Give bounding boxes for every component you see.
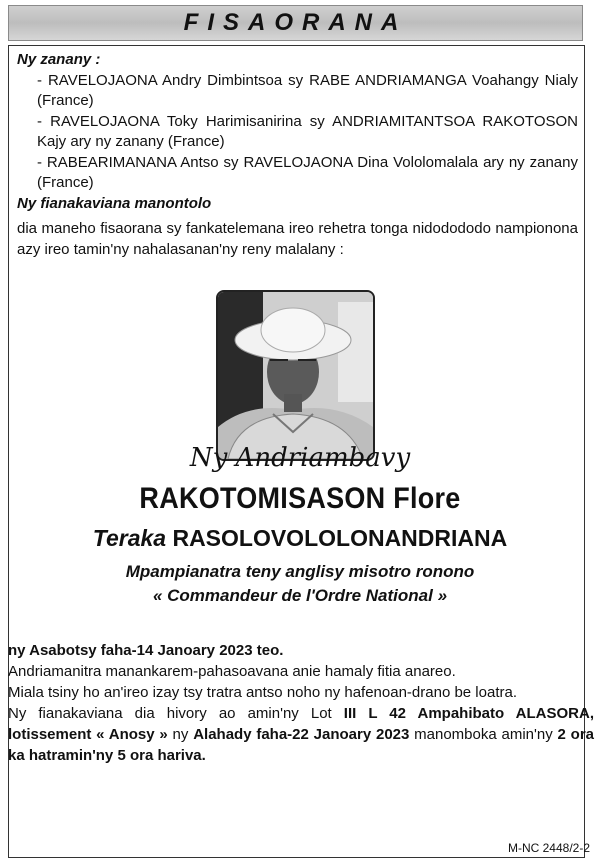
children-heading: Ny zanany : <box>17 51 101 68</box>
born-name: RASOLOVOLOLONANDRIANA <box>172 525 508 551</box>
burial-location: III L 42 Ampahibato ALASORA, lotissement « Anosy » <box>8 705 594 743</box>
honor-line: « Commandeur de l'Ordre National » <box>152 586 448 605</box>
details-block <box>8 640 594 766</box>
intro-text: dia maneho fisaorana sy fankatelemana ireo rehetra tonga nidodododo nampionona azy ireo tamin'ny nahalasanan'ny reny malalany : <box>17 220 578 258</box>
burial-date: Alahady faha-22 Janoary 2023 <box>193 726 410 743</box>
born-prefix: Teraka <box>92 525 167 551</box>
role-block <box>0 560 600 608</box>
burial-text: Ny fianakaviana dia hivory ao amin'ny Lot <box>8 705 344 722</box>
death-date: ny Asabotsy faha-14 Janoary 2023 teo. <box>8 642 284 659</box>
list-item: - RABEARIMANANA Antso sy RAVELOJAONA Dina Vololomalala ary ny zanany (France) <box>37 153 578 191</box>
honorific-title: Ny Andriambavy <box>189 443 411 473</box>
prayer-text: Andriamanitra manankarem-pahasoavana anie hamaly fitia anareo. <box>8 663 456 680</box>
deceased-name: RAKOTOMISASON Flore <box>139 482 461 515</box>
children-list <box>17 71 578 194</box>
header-title: FISAORANA <box>183 9 408 36</box>
role-line: Mpampianatra teny anglisy misotro ronono <box>125 562 475 581</box>
burial-info <box>8 703 594 766</box>
list-item: - RAVELOJAONA Toky Harimisanirina sy ANDRIAMITANTSOA RAKOTOSON Kajy ary ny zanany (France) <box>37 112 578 150</box>
reference-code: M-NC 2448/2-2 <box>507 841 590 855</box>
birth-name-line <box>0 525 600 552</box>
burial-time: 2 ora ka hatramin'ny 5 ora hariva. <box>8 726 594 764</box>
burial-text: ny <box>167 726 194 743</box>
header-banner <box>8 5 583 41</box>
apology-text: Miala tsiny ho an'ireo izay tsy tratra antso noho ny hafenoan-drano be loatra. <box>8 684 517 701</box>
burial-text: manomboka amin'ny <box>409 726 558 743</box>
whole-family-heading: Ny fianakaviana manontolo <box>17 194 212 212</box>
list-item: - RAVELOJAONA Andry Dimbintsoa sy RABE ANDRIAMANGA Voahangy Nialy (France) <box>37 71 578 109</box>
portrait-photo <box>216 290 375 461</box>
